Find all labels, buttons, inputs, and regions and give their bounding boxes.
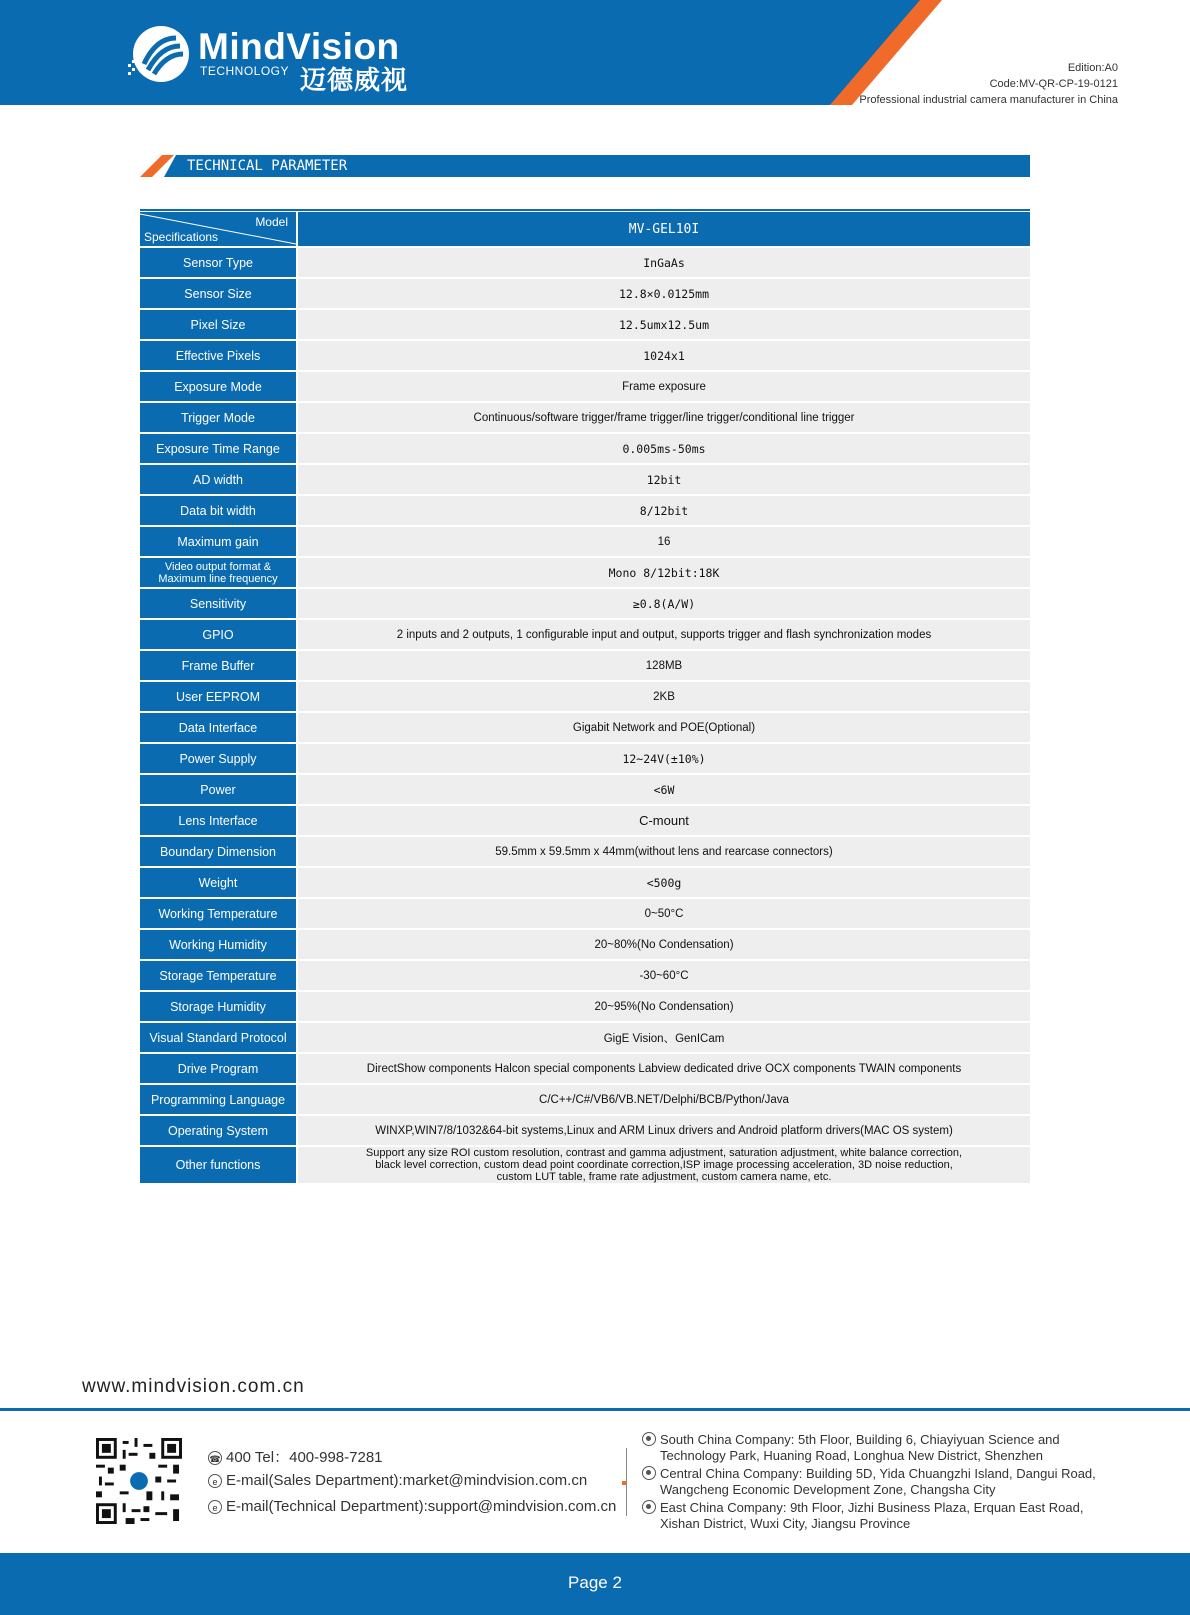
row-label: Visual Standard Protocol <box>140 1022 297 1053</box>
model-name: MV-GEL10I <box>297 212 1030 247</box>
table-row <box>140 247 1030 278</box>
table-row <box>140 774 1030 805</box>
row-label: Storage Humidity <box>140 991 297 1022</box>
table-row <box>140 1022 1030 1053</box>
page-number: Page 2 <box>568 1573 622 1592</box>
row-value: C-mount <box>297 805 1030 836</box>
table-row <box>140 402 1030 433</box>
qr-code-icon <box>96 1438 182 1524</box>
row-label: Effective Pixels <box>140 340 297 371</box>
row-value: 12.5umx12.5um <box>297 309 1030 340</box>
row-label: Power Supply <box>140 743 297 774</box>
location-pin-icon <box>642 1500 656 1514</box>
table-row <box>140 340 1030 371</box>
table-row <box>140 526 1030 557</box>
row-label: Pixel Size <box>140 309 297 340</box>
row-value: 0~50°C <box>297 898 1030 929</box>
email-icon: e <box>208 1500 222 1514</box>
row-value: 8/12bit <box>297 495 1030 526</box>
table-row <box>140 588 1030 619</box>
location-pin-icon <box>642 1432 656 1446</box>
brand-name: MindVision <box>198 26 400 67</box>
table-row <box>140 743 1030 774</box>
row-value: WINXP,WIN7/8/1032&64-bit systems,Linux and ARM Linux drivers and Android platform drivers(MAC OS system) <box>297 1115 1030 1146</box>
row-value: <500g <box>297 867 1030 898</box>
row-value: 128MB <box>297 650 1030 681</box>
table-row <box>140 681 1030 712</box>
row-value: 1024x1 <box>297 340 1030 371</box>
brand-subtitle: TECHNOLOGY <box>200 64 290 78</box>
mindvision-logo-icon <box>128 24 190 86</box>
page-header <box>0 0 1190 105</box>
row-label: Maximum gain <box>140 526 297 557</box>
table-row <box>140 495 1030 526</box>
edition-text: Edition:A0 <box>1067 62 1118 74</box>
row-value: 12.8×0.0125mm <box>297 278 1030 309</box>
row-value: 20~80%(No Condensation) <box>297 929 1030 960</box>
table-row <box>140 619 1030 650</box>
row-value: 0.005ms-50ms <box>297 433 1030 464</box>
row-value: C/C++/C#/VB6/VB.NET/Delphi/BCB/Python/Java <box>297 1084 1030 1115</box>
table-row <box>140 805 1030 836</box>
address-east <box>642 1500 1112 1532</box>
row-label: Data Interface <box>140 712 297 743</box>
row-label: Working Temperature <box>140 898 297 929</box>
table-row <box>140 371 1030 402</box>
row-label: Weight <box>140 867 297 898</box>
row-label: Sensor Type <box>140 247 297 278</box>
section-title-bar <box>140 155 1030 177</box>
central-address-text: Central China Company: Building 5D, Yida Chuangzhi Island, Dangui Road, Wangcheng Economic Development Zone, Changsha City <box>660 1466 1096 1497</box>
row-value: Gigabit Network and POE(Optional) <box>297 712 1030 743</box>
row-label: Other functions <box>140 1146 297 1184</box>
row-label: Sensor Size <box>140 278 297 309</box>
address-south <box>642 1432 1112 1464</box>
row-value: GigE Vision、GenICam <box>297 1022 1030 1053</box>
table-row <box>140 309 1030 340</box>
row-label: Frame Buffer <box>140 650 297 681</box>
table-row <box>140 991 1030 1022</box>
row-label: Data bit width <box>140 495 297 526</box>
table-row <box>140 433 1030 464</box>
footer-divider-dot <box>622 1481 626 1485</box>
row-label: AD width <box>140 464 297 495</box>
contact-tel <box>208 1446 383 1467</box>
row-label: GPIO <box>140 619 297 650</box>
row-label: Sensitivity <box>140 588 297 619</box>
row-value: Frame exposure <box>297 371 1030 402</box>
row-label: Boundary Dimension <box>140 836 297 867</box>
table-row <box>140 1115 1030 1146</box>
row-label: Programming Language <box>140 1084 297 1115</box>
row-value: Continuous/software trigger/frame trigger/line trigger/conditional line trigger <box>297 402 1030 433</box>
row-value: 2KB <box>297 681 1030 712</box>
document-meta <box>859 60 1118 105</box>
table-row <box>140 650 1030 681</box>
website-link[interactable]: www.mindvision.com.cn <box>82 1376 305 1397</box>
table-row <box>140 1053 1030 1084</box>
row-label: Exposure Time Range <box>140 433 297 464</box>
row-label: Working Humidity <box>140 929 297 960</box>
table-row <box>140 1146 1030 1184</box>
table-row <box>140 898 1030 929</box>
table-row <box>140 712 1030 743</box>
table-row <box>140 836 1030 867</box>
footer-divider <box>626 1448 627 1516</box>
row-value: InGaAs <box>297 247 1030 278</box>
row-value: 2 inputs and 2 outputs, 1 configurable input and output, supports trigger and flash synchronization modes <box>297 619 1030 650</box>
corner-model-label: Model <box>255 215 288 229</box>
section-title: TECHNICAL PARAMETER <box>187 158 348 174</box>
row-label: Operating System <box>140 1115 297 1146</box>
row-label: Drive Program <box>140 1053 297 1084</box>
location-pin-icon <box>642 1466 656 1480</box>
address-central <box>642 1466 1112 1498</box>
table-row <box>140 278 1030 309</box>
table-header-row <box>140 212 1030 247</box>
tagline-text: Professional industrial camera manufacturer in China <box>859 94 1118 105</box>
tech-email-text[interactable]: E-mail(Technical Department):support@mindvision.com.cn <box>226 1498 617 1515</box>
table-row <box>140 867 1030 898</box>
row-value: <6W <box>297 774 1030 805</box>
row-value: 12~24V(±10%) <box>297 743 1030 774</box>
row-value: -30~60°C <box>297 960 1030 991</box>
row-label: Trigger Mode <box>140 402 297 433</box>
south-address-text: South China Company: 5th Floor, Building 6, Chiayiyuan Science and Technology Park, Huaning Road, Longhua New District, Shenzhen <box>660 1432 1060 1463</box>
phone-icon: ☎ <box>208 1451 222 1465</box>
page-footer-bar <box>0 1553 1190 1615</box>
spec-table <box>140 212 1030 1185</box>
table-row <box>140 1084 1030 1115</box>
table-top-rule <box>140 209 1030 211</box>
row-value: DirectShow components Halcon special components Labview dedicated drive OCX components TWAIN components <box>297 1053 1030 1084</box>
email-icon: e <box>208 1474 222 1488</box>
table-row <box>140 557 1030 588</box>
sales-email-text[interactable]: E-mail(Sales Department):market@mindvision.com.cn <box>226 1472 588 1489</box>
brand-chinese-name: 迈德威视 <box>300 65 409 95</box>
corner-spec-label: Specifications <box>144 230 219 244</box>
row-value: Support any size ROI custom resolution, contrast and gamma adjustment, saturation adjustment, white balance correction, black level correction, custom dead point coordinate correction,ISP image processing acceleration, 3D noise reduction, custom LUT table, frame rate adjustment, custom camera name, etc. <box>297 1146 1030 1184</box>
row-label: Storage Temperature <box>140 960 297 991</box>
row-label: Exposure Mode <box>140 371 297 402</box>
contact-tech-email <box>208 1498 616 1515</box>
table-row <box>140 960 1030 991</box>
contact-sales-email <box>208 1472 587 1489</box>
footer-rule <box>0 1408 1190 1411</box>
tel-text: 400 Tel：400-998-7281 <box>226 1449 383 1466</box>
row-value: Mono 8/12bit:18K <box>297 557 1030 588</box>
row-value: 16 <box>297 526 1030 557</box>
row-value: 59.5mm x 59.5mm x 44mm(without lens and rearcase connectors) <box>297 836 1030 867</box>
row-label: Power <box>140 774 297 805</box>
east-address-text: East China Company: 9th Floor, Jizhi Business Plaza, Erquan East Road, Xishan District, Wuxi City, Jiangsu Province <box>660 1500 1084 1531</box>
table-row <box>140 464 1030 495</box>
row-label: Video output format & Maximum line frequency <box>140 557 297 588</box>
row-label: Lens Interface <box>140 805 297 836</box>
row-value: 20~95%(No Condensation) <box>297 991 1030 1022</box>
row-label: User EEPROM <box>140 681 297 712</box>
corner-header-cell <box>140 212 297 247</box>
code-text: Code:MV-QR-CP-19-0121 <box>989 78 1118 90</box>
table-row <box>140 929 1030 960</box>
row-value: ≥0.8(A/W) <box>297 588 1030 619</box>
row-value: 12bit <box>297 464 1030 495</box>
